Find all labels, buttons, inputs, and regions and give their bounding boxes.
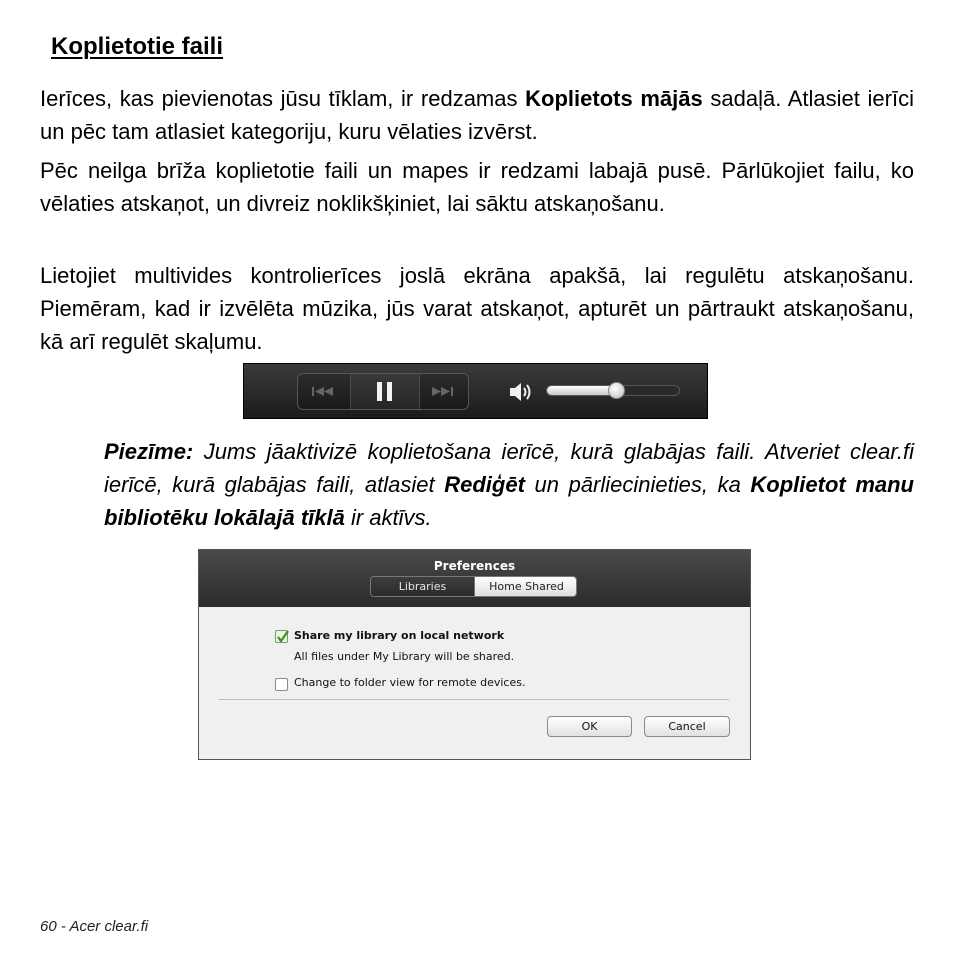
divider xyxy=(219,699,729,700)
share-library-description: All files under My Library will be shared. xyxy=(294,650,515,663)
section-heading: Koplietotie faili xyxy=(51,33,224,60)
cancel-button[interactable]: Cancel xyxy=(644,716,730,737)
tab-libraries[interactable]: Libraries xyxy=(371,577,475,596)
paragraph-1-bold: Koplietots mājās xyxy=(525,86,703,111)
paragraph-1-text-c: sadaļā. Atlasiet ierīci un pēc tam atlasiet kategoriju, kuru vēlaties izvērst. xyxy=(40,86,914,144)
folder-view-label[interactable]: Change to folder view for remote devices. xyxy=(294,676,526,689)
previous-button[interactable] xyxy=(298,374,350,409)
dialog-title: Preferences xyxy=(433,559,516,573)
paragraph-2: Pēc neilga brīža koplietotie faili un mapes ir redzami labajā pusē. Pārlūkojiet failu, ko vēlaties atskaņot, un divreiz noklikšķiniet, lai sāktu atskaņošanu. xyxy=(40,158,914,216)
paragraph-3: Lietojiet multivides kontrolierīces joslā ekrāna apakšā, lai regulētu atskaņošanu. Piemēram, kad ir izvēlēta mūzika, jūs varat atskaņot, apturēt un pārtraukt atskaņošanu, kā arī regulēt skaļumu. xyxy=(40,263,914,354)
preferences-dialog xyxy=(198,549,751,760)
volume-slider-fill xyxy=(547,386,616,395)
checkmark-icon xyxy=(276,629,289,644)
share-library-label[interactable]: Share my library on local network xyxy=(294,629,505,642)
volume-slider-handle[interactable] xyxy=(608,382,625,399)
page-footer: 60 - Acer clear.fi xyxy=(40,918,149,935)
next-icon xyxy=(418,374,470,409)
tab-bar xyxy=(370,576,577,597)
note-text-c: un pārliecinieties, ka xyxy=(524,472,751,497)
note-bold-edit: Rediģēt xyxy=(444,472,525,497)
note-bold-share-setting: Koplietot manu bibliotēku lokālajā tīklā xyxy=(104,472,914,530)
ok-button[interactable]: OK xyxy=(547,716,632,737)
note-paragraph xyxy=(104,435,914,534)
paragraph-1-text-a: Ierīces, kas pievienotas jūsu tīklam, ir redzamas xyxy=(40,86,526,111)
folder-view-checkbox[interactable] xyxy=(275,678,288,691)
next-button[interactable] xyxy=(418,374,470,409)
dialog-body xyxy=(199,607,750,759)
playback-button-group xyxy=(297,373,469,410)
pause-button[interactable] xyxy=(350,374,420,409)
previous-icon xyxy=(298,374,350,409)
volume-slider[interactable] xyxy=(546,385,680,396)
paragraph-1 xyxy=(40,82,914,148)
media-control-bar xyxy=(243,363,708,419)
note-text-e: ir aktīvs. xyxy=(344,505,432,530)
share-library-checkbox[interactable] xyxy=(275,630,288,643)
note-label: Piezīme: xyxy=(104,439,194,464)
note-text-a: Jums jāaktivizē koplietošana ierīcē, kurā glabājas faili. Atveriet clear.fi ierīcē, kurā glabājas faili, atlasiet xyxy=(104,439,914,497)
tab-home-shared[interactable]: Home Shared xyxy=(475,577,577,596)
volume-icon[interactable] xyxy=(509,380,535,404)
dialog-header xyxy=(199,550,750,607)
pause-icon xyxy=(351,374,419,409)
